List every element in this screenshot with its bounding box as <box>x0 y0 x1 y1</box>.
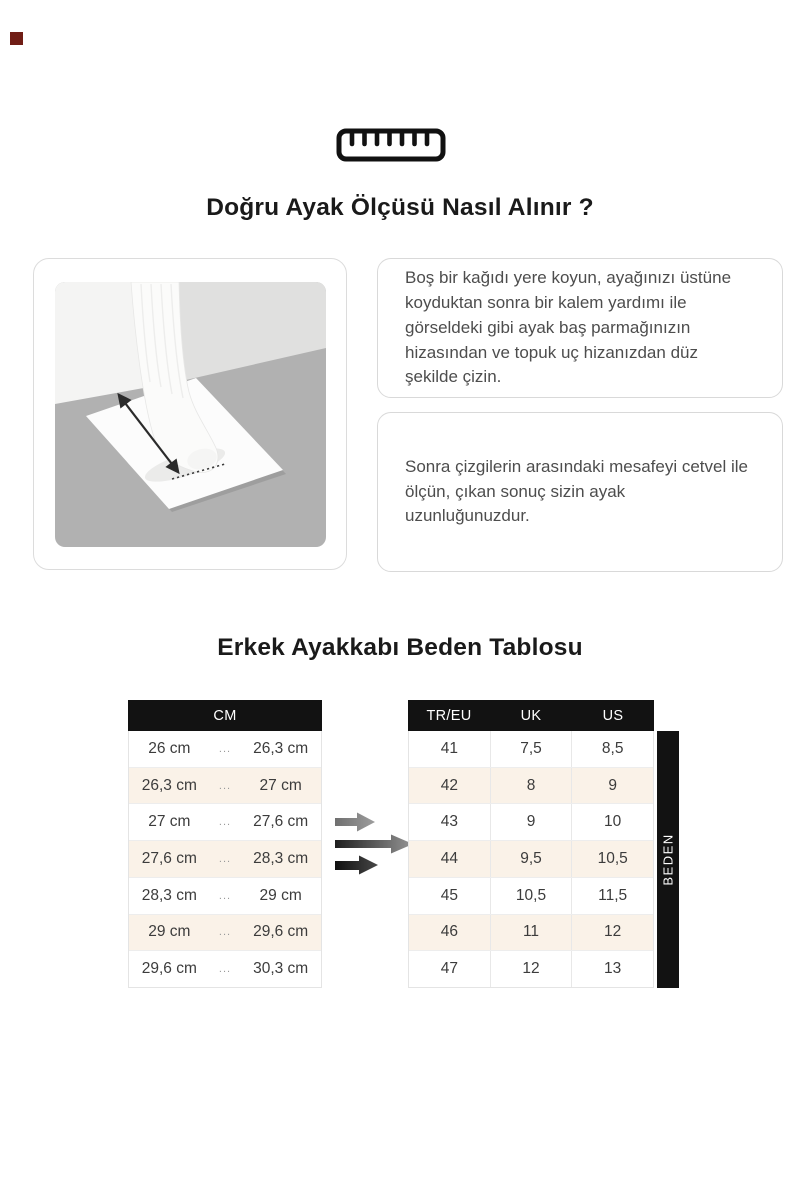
foot-measure-photo-card <box>33 258 347 570</box>
size-cell: 12 <box>490 951 572 987</box>
size-cell: 10,5 <box>571 841 653 877</box>
cm-to: 29,6 cm <box>253 923 309 941</box>
cm-to: 28,3 cm <box>253 850 309 868</box>
table-row <box>129 767 321 804</box>
cm-from: 29,6 cm <box>141 960 197 978</box>
table-row <box>129 877 321 914</box>
instruction-text-2: Sonra çizgilerin arasındaki mesafeyi cetvel ile ölçün, çıkan sonuç sizin ayak uzunluğunuzdur. <box>405 456 748 526</box>
cm-to: 27,6 cm <box>253 813 309 831</box>
size-table-header-row <box>408 700 654 731</box>
cm-from: 27 cm <box>148 813 191 831</box>
cm-from: 28,3 cm <box>141 886 197 904</box>
size-cell: 45 <box>440 886 458 904</box>
col-header-us: US <box>602 707 624 724</box>
size-table-body <box>408 731 654 988</box>
range-separator: ... <box>218 742 232 755</box>
cm-to: 30,3 cm <box>253 960 309 978</box>
cm-from: 26,3 cm <box>141 776 197 794</box>
table-row <box>409 840 653 877</box>
size-cell: 10 <box>571 804 653 840</box>
table-row <box>129 731 321 767</box>
table-row <box>129 914 321 951</box>
cm-to: 27 cm <box>259 776 302 794</box>
size-cell: 13 <box>571 951 653 987</box>
ruler-icon <box>336 128 446 162</box>
size-cell: 9,5 <box>490 841 572 877</box>
page-title: Doğru Ayak Ölçüsü Nasıl Alınır ? <box>206 194 594 221</box>
cm-from: 26 cm <box>148 739 191 757</box>
triple-right-arrows-icon <box>333 806 419 878</box>
table-row <box>409 877 653 914</box>
size-cell: 42 <box>440 776 458 794</box>
instruction-card-2 <box>377 412 783 572</box>
size-cell: 9 <box>490 804 572 840</box>
table-row <box>409 914 653 951</box>
instruction-card-1 <box>377 258 783 398</box>
size-cell: 10,5 <box>490 878 572 914</box>
range-separator: ... <box>218 853 232 866</box>
size-cell: 7,5 <box>490 731 572 767</box>
table-row <box>409 803 653 840</box>
cm-to: 29 cm <box>259 886 302 904</box>
size-conversion-table <box>408 700 654 988</box>
corner-mark <box>10 32 23 45</box>
size-cell: 11 <box>490 915 572 951</box>
table-row <box>409 731 653 767</box>
col-header-tr-eu: TR/EU <box>426 707 472 724</box>
size-cell: 9 <box>571 768 653 804</box>
size-cell: 41 <box>440 739 458 757</box>
size-cell: 43 <box>440 813 458 831</box>
size-cell: 12 <box>571 915 653 951</box>
beden-sidebar <box>657 731 679 988</box>
size-cell: 8 <box>490 768 572 804</box>
size-cell: 46 <box>440 923 458 941</box>
size-cell: 11,5 <box>571 878 653 914</box>
table-row <box>129 840 321 877</box>
cm-from: 29 cm <box>148 923 191 941</box>
col-header-uk: UK <box>520 707 542 724</box>
table-row <box>409 767 653 804</box>
instruction-text-1: Boş bir kağıdı yere koyun, ayağınızı üstüne koyduktan sonra bir kalem yardımı ile görseldeki gibi ayak baş parmağınızın hizasından ve topuk uç hizanızdan düz şekilde çizin. <box>405 267 732 387</box>
range-separator: ... <box>218 963 232 976</box>
cm-table-body <box>128 731 322 988</box>
table-row <box>129 803 321 840</box>
table-row <box>409 950 653 987</box>
cm-to: 26,3 cm <box>253 739 309 757</box>
table-row <box>129 950 321 987</box>
size-cell: 8,5 <box>571 731 653 767</box>
cm-from: 27,6 cm <box>141 850 197 868</box>
range-separator: ... <box>218 816 232 829</box>
size-cell: 44 <box>440 850 458 868</box>
beden-sidebar-label: BEDEN <box>660 833 676 886</box>
cm-table <box>128 700 322 988</box>
size-table-title: Erkek Ayakkabı Beden Tablosu <box>217 634 583 661</box>
size-cell: 47 <box>440 960 458 978</box>
range-separator: ... <box>218 779 232 792</box>
foot-measure-photo <box>55 282 326 547</box>
range-separator: ... <box>218 889 232 902</box>
range-separator: ... <box>218 926 232 939</box>
cm-table-header: CM <box>128 700 322 731</box>
